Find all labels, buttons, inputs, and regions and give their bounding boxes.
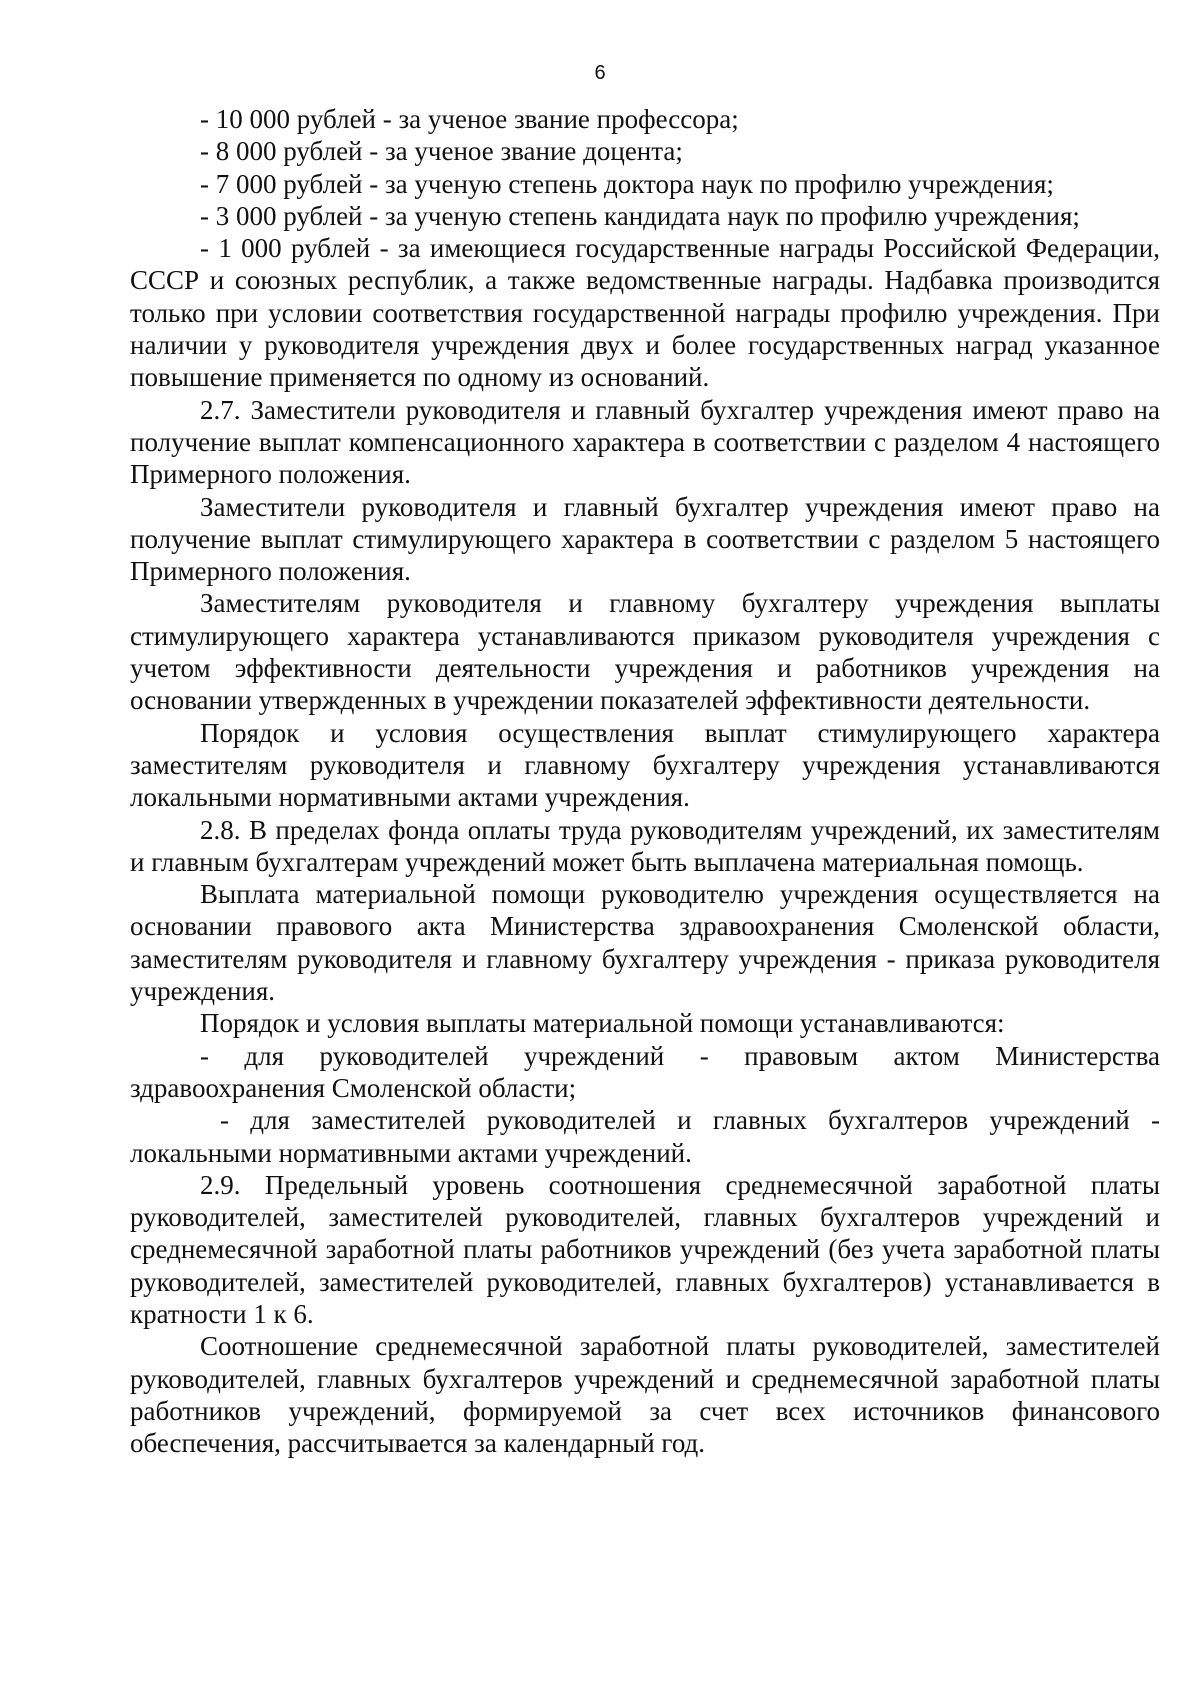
document-body [130,103,1160,1459]
list-item-heads: - для руководителей учреждений - правовым актом Министерства здравоохранения Смоленской области; [130,1040,1160,1103]
list-item-professor: - 10 000 рублей - за ученое звание профессора; [200,104,739,134]
paragraph: Заместители руководителя и главный бухгалтер учреждения имеют право на получение выплат стимулирующего характера в соответствии с разделом 5 настоящего Примерного положения. [130,491,1160,587]
paragraph: Порядок и условия выплаты материальной помощи устанавливаются: [200,1008,1005,1039]
list-item-candidate: - 3 000 рублей - за ученую степень кандидата наук по профилю учреждения; [200,200,1080,231]
paragraph-2-7: 2.7. Заместители руководителя и главный бухгалтер учреждения имеют право на получение выплат компенсационного характера в соответствии с разделом 4 настоящего Примерного положения. [130,394,1160,490]
list-item-docent: - 8 000 рублей - за ученое звание доцента; [200,136,683,167]
list-item-doctor: - 7 000 рублей - за ученую степень доктора наук по профилю учреждения; [200,168,1054,199]
paragraph: Порядок и условия осуществления выплат стимулирующего характера заместителям руководителя и главному бухгалтеру учреждения устанавливаются локальными нормативными актами учреждения. [130,717,1160,813]
paragraph-2-9: 2.9. Предельный уровень соотношения среднемесячной заработной платы руководителей, заместителей руководителей, главных бухгалтеров учреждений и среднемесячной заработной платы работников учреждений (без учета заработной платы руководителей, заместителей руководителей, главных бухгалтеров) устанавливается в кратности 1 к 6. [130,1169,1160,1329]
paragraph: Соотношение среднемесячной заработной платы руководителей, заместителей руководителей, главных бухгалтеров учреждений и среднемесячной заработной платы работников учреждений, формируемой за счет всех источников финансового обеспечения, рассчитывается за календарный год. [130,1331,1160,1459]
paragraph: Заместителям руководителя и главному бухгалтеру учреждения выплаты стимулирующего характера устанавливаются приказом руководителя учреждения с учетом эффективности деятельности учреждения и работников учреждения на основании утвержденных в учреждении показателей эффективности деятельности. [130,588,1160,716]
page-number: 6 [594,62,606,84]
paragraph-2-8: 2.8. В пределах фонда оплаты труда руководителям учреждений, их заместителям и главным бухгалтерам учреждений может быть выплачена материальная помощь. [130,814,1160,877]
list-item-awards: - 1 000 рублей - за имеющиеся государственные награды Российской Федерации, СССР и союзных республик, а также ведомственные награды. Надбавка производится только при условии соответствия государственной награды профилю учреждения. При наличии у руководителя учреждения двух и более государственных наград указанное повышение применяется по одному из оснований. [130,233,1160,393]
paragraph: Выплата материальной помощи руководителю учреждения осуществляется на основании правового акта Министерства здравоохранения Смоленской области, заместителям руководителя и главному бухгалтеру учреждения - приказа руководителя учреждения. [130,879,1160,1007]
list-item-deputies: - для заместителей руководителей и главных бухгалтеров учреждений - локальными нормативными актами учреждений. [130,1105,1160,1168]
